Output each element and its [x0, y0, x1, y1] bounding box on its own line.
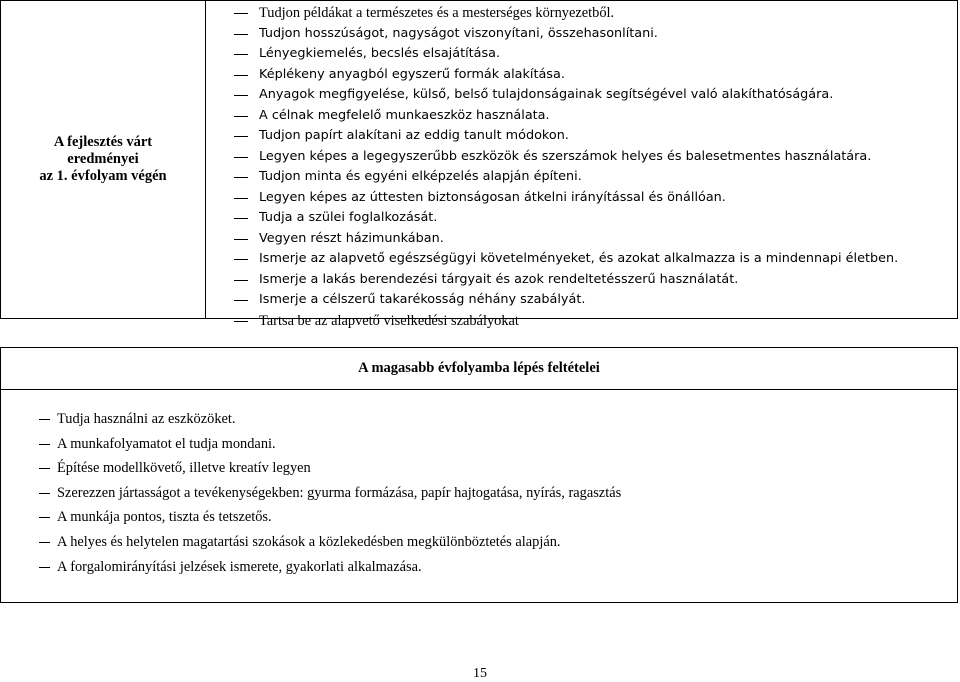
- list-item: Legyen képes a legegyszerűbb eszközök és szerszámok helyes és balesetmentes használatára.: [207, 147, 957, 168]
- expected-results-list: [207, 3, 957, 331]
- heading-line: az 1. évfolyam végén: [39, 168, 167, 184]
- list-item: Vegyen részt házimunkában.: [207, 229, 957, 250]
- list-item: Ismerje a célszerű takarékosság néhány szabályát.: [207, 290, 957, 311]
- progression-requirements-list: [1, 407, 957, 579]
- list-item: Ismerje a lakás berendezési tárgyait és azok rendeltetésszerű használatát.: [207, 270, 957, 291]
- dash-bullet: [234, 280, 248, 281]
- list-item: A munkája pontos, tiszta és tetszetős.: [1, 505, 957, 530]
- list-item: Lényegkiemelés, becslés elsajátítása.: [207, 44, 957, 65]
- dash-bullet: [234, 218, 248, 219]
- expected-results-table: [0, 0, 958, 329]
- dash-bullet: [234, 239, 248, 240]
- dash-bullet: [234, 177, 248, 178]
- list-item: Tudja használni az eszközöket.: [1, 407, 957, 432]
- list-item: Tudjon példákat a természetes és a mesterséges környezetből.: [207, 3, 957, 24]
- dash-bullet: [234, 116, 248, 117]
- expected-results-list-cell: [207, 3, 957, 329]
- list-item: Tudjon hosszúságot, nagyságot viszonyítani, összehasonlítani.: [207, 24, 957, 45]
- expected-results-heading: [39, 134, 166, 185]
- list-item: A helyes és helytelen magatartási szokások a közlekedésben megkülönböztetés alapján.: [1, 530, 957, 555]
- dash-bullet: [39, 542, 50, 543]
- list-item: Legyen képes az úttesten biztonságosan átkelni irányítással és önállóan.: [207, 188, 957, 209]
- dash-bullet: [39, 567, 50, 568]
- list-item: Képlékeny anyagból egyszerű formák alakítása.: [207, 65, 957, 86]
- dash-bullet: [234, 54, 248, 55]
- page-number: 15: [473, 666, 487, 681]
- dash-bullet: [234, 136, 248, 137]
- list-item: A célnak megfelelő munkaeszköz használata.: [207, 106, 957, 127]
- dash-bullet: [234, 259, 248, 260]
- heading-line: A fejlesztés várt: [53, 134, 153, 150]
- heading-line: eredményei: [67, 151, 139, 167]
- dash-bullet: [234, 300, 248, 301]
- list-item: Tudjon minta és egyéni elképzelés alapján építeni.: [207, 167, 957, 188]
- dash-bullet: [39, 517, 50, 518]
- list-item: A munkafolyamatot el tudja mondani.: [1, 432, 957, 457]
- dash-bullet: [234, 75, 248, 76]
- dash-bullet: [234, 34, 248, 35]
- list-item: Építése modellkövető, illetve kreatív legyen: [1, 456, 957, 481]
- expected-results-heading-cell: [1, 1, 206, 318]
- list-item: Tudja a szülei foglalkozását.: [207, 208, 957, 229]
- list-item: Anyagok megfigyelése, külső, belső tulajdonságainak segítségével való alakíthatóságára.: [207, 85, 957, 106]
- dash-bullet: [234, 157, 248, 158]
- dash-bullet: [39, 419, 50, 420]
- dash-bullet: [234, 95, 248, 96]
- list-item: Tartsa be az alapvető viselkedési szabályokat: [207, 311, 957, 332]
- dash-bullet: [234, 198, 248, 199]
- dash-bullet: [39, 468, 50, 469]
- list-item: Ismerje az alapvető egészségügyi követelményeket, és azokat alkalmazza is a mindennapi életben.: [207, 249, 957, 270]
- list-item: A forgalomirányítási jelzések ismerete, gyakorlati alkalmazása.: [1, 555, 957, 580]
- list-item: Szerezzen jártasságot a tevékenységekben: gyurma formázása, papír hajtogatása, nyírás, ragasztás: [1, 481, 957, 506]
- dash-bullet: [234, 13, 248, 14]
- list-item: Tudjon papírt alakítani az eddig tanult módokon.: [207, 126, 957, 147]
- progression-requirements-body: [1, 390, 957, 579]
- progression-requirements-table: [0, 347, 958, 603]
- progression-requirements-title-row: [1, 348, 957, 390]
- dash-bullet: [234, 321, 248, 322]
- progression-requirements-title: A magasabb évfolyamba lépés feltételei: [358, 360, 600, 376]
- dash-bullet: [39, 493, 50, 494]
- dash-bullet: [39, 444, 50, 445]
